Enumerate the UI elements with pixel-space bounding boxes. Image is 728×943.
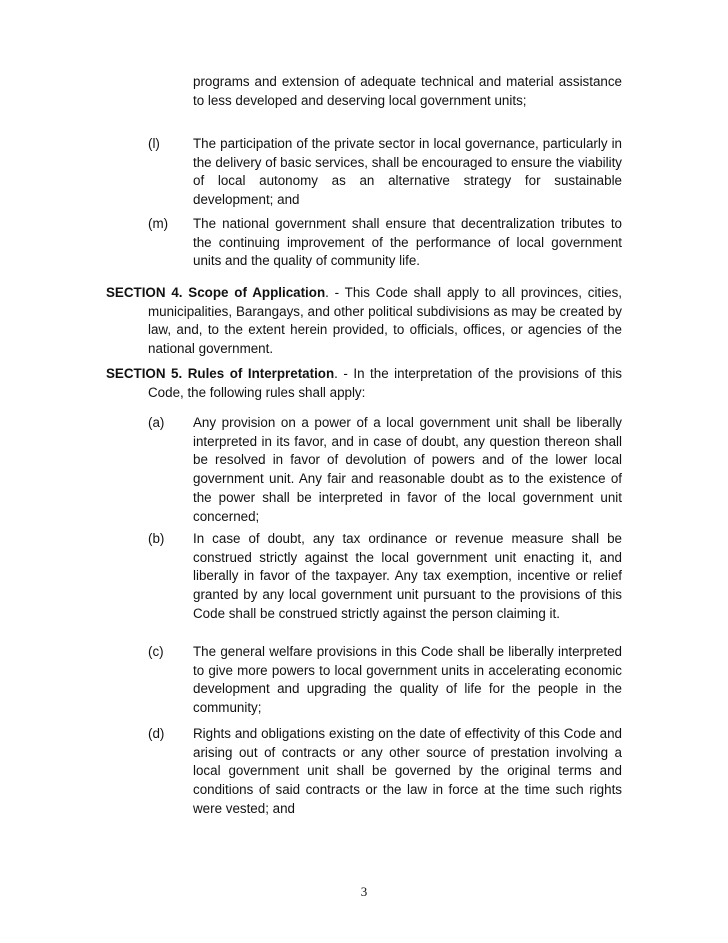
list-item-label: (a)	[148, 415, 165, 430]
list-item-d	[148, 725, 622, 819]
list-item-text: The participation of the private sector in local governance, particularly in the delivery of basic services, shall be encouraged to ensure the viability of local autonomy as an alternative strategy for sustainable development; and	[193, 136, 622, 208]
list-item-text: The national government shall ensure that decentralization tributes to the continuing improvement of the performance of local government units and the quality of community life.	[193, 216, 622, 269]
section-4-heading: SECTION 4. Scope of Application	[106, 285, 326, 300]
section-5-body: . - In the interpretation of the provisions of this Code, the following rules shall apply:	[148, 366, 622, 400]
list-item-text: Any provision on a power of a local government unit shall be liberally interpreted in its favor, and in case of doubt, any question thereon shall be resolved in favor of devolution of powers and of the lower local government unit. Any fair and reasonable doubt as to the existence of the power shall be interpreted in favor of the local government unit concerned;	[193, 415, 622, 524]
section-5-heading: SECTION 5. Rules of Interpretation	[106, 366, 335, 381]
list-item-b	[148, 530, 622, 624]
list-item-label: (m)	[148, 216, 169, 231]
list-item-label: (c)	[148, 644, 164, 659]
list-item-text: The general welfare provisions in this Code shall be liberally interpreted to give more powers to local government units in accelerating economic development and upgrading the quality of life for the people in the community;	[193, 644, 622, 716]
list-item-text: In case of doubt, any tax ordinance or revenue measure shall be construed strictly against the local government unit enacting it, and liberally in favor of the taxpayer. Any tax exemption, incentive or relief granted by any local government unit pursuant to the provisions of this Code shall be construed strictly against the person claiming it.	[193, 531, 622, 621]
continuation-paragraph: programs and extension of adequate technical and material assistance to less developed and deserving local government units;	[193, 74, 622, 108]
list-item-a	[148, 414, 622, 526]
section-4-body: . - This Code shall apply to all provinces, cities, municipalities, Barangays, and other political subdivisions as may be created by law, and, to the extent herein provided, to officials, offices, or agencies of the national government.	[148, 285, 622, 357]
list-item-label: (b)	[148, 531, 165, 546]
section-5	[106, 365, 622, 402]
section-5-paragraph	[106, 365, 622, 402]
list-item-label: (d)	[148, 726, 165, 741]
section-4	[106, 284, 622, 359]
list-item-text: Rights and obligations existing on the date of effectivity of this Code and arising out of contracts or any other source of prestation involving a local government unit shall be governed by the original terms and conditions of said contracts or the law in force at the time such rights were vested; and	[193, 726, 622, 816]
page-number: 3	[360, 884, 368, 899]
section-4-paragraph	[106, 284, 622, 359]
list-item-label: (l)	[148, 136, 160, 151]
list-item-l	[148, 135, 622, 210]
list-item-m	[148, 215, 622, 271]
list-item-c	[148, 643, 622, 718]
